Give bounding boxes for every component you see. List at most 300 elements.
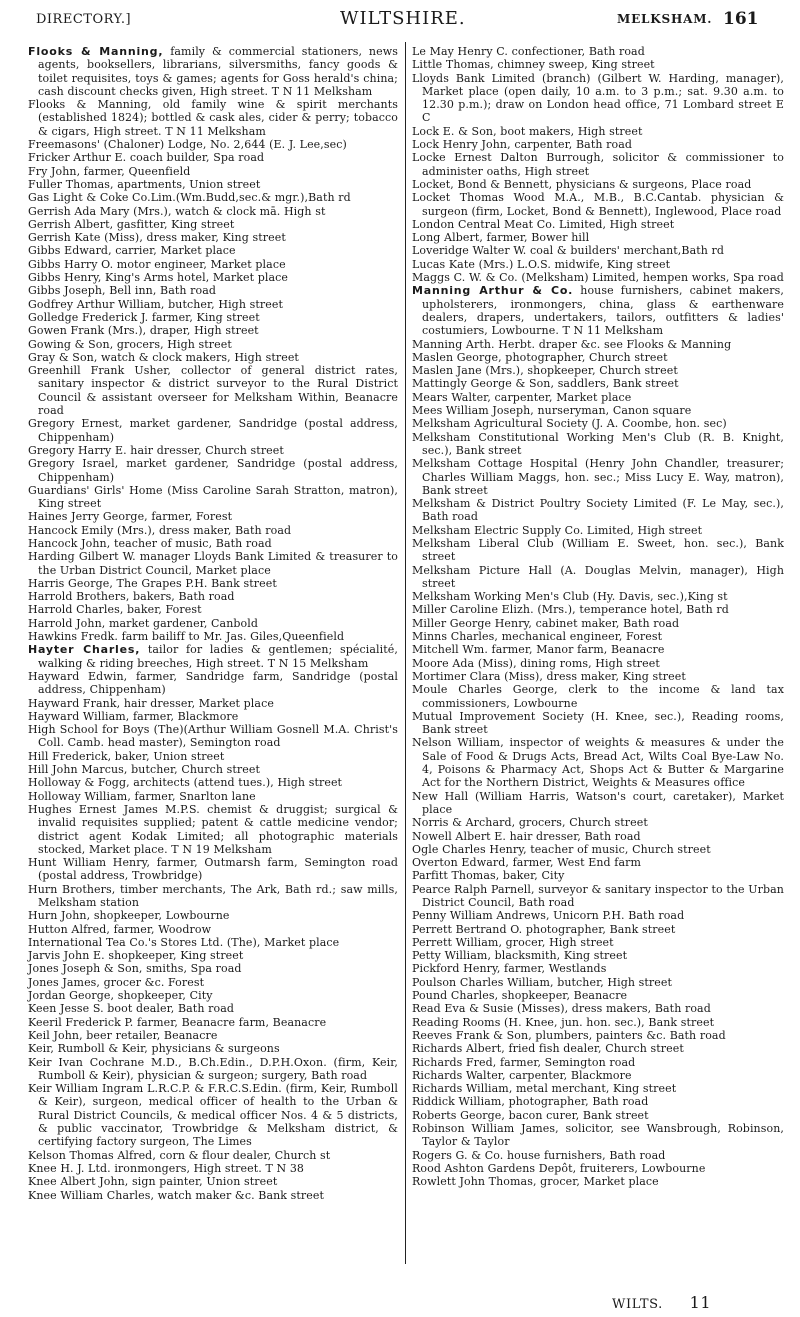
entry-details: carpenter, Blackmore	[505, 1068, 632, 1082]
directory-entry	[28, 364, 398, 417]
entry-details: farmer, Queenfield	[80, 164, 191, 178]
directory-entry	[28, 1029, 398, 1042]
directory-entry	[28, 750, 398, 763]
directory-entry	[28, 457, 398, 484]
entry-name: Hayward Frank,	[28, 696, 121, 710]
entry-name: Melksham & District Poultry Society Limited	[412, 497, 677, 511]
entry-name: Melksham Cottage Hospital	[412, 457, 578, 471]
entry-name: Fricker Arthur E.	[28, 151, 127, 165]
entry-details: (William Harris, Watson's court, caretaker), Market place	[422, 789, 784, 816]
directory-entry	[28, 1149, 398, 1162]
entry-name: Hill John Marcus,	[28, 763, 128, 777]
entry-name: Long Albert,	[412, 231, 483, 245]
directory-entry	[412, 1095, 784, 1108]
entry-name: High School for Boys	[28, 723, 150, 737]
entry-details: watch & clock makers, High street	[97, 350, 299, 364]
entry-details: physicians & surgeons	[147, 1042, 280, 1056]
entry-name: Hayter Charles,	[28, 643, 141, 657]
directory-entry	[412, 1056, 784, 1069]
entry-name: Knee H. J. Ltd.	[28, 1161, 111, 1175]
entry-details: (branch) (Gilbert W. Harding, manager), Market place (open daily, 10 a.m. to 3 p.m.; sat. 9.30 a.m. to 12.30 p.m.); draw on London head office, 71 Lombard street E C	[422, 71, 784, 125]
entry-name: Melksham Liberal Club	[412, 536, 554, 550]
directory-entry	[412, 1175, 784, 1188]
entry-name: Pickford Henry,	[412, 962, 501, 976]
directory-column-left	[28, 45, 398, 1202]
entry-details: photographer, Bank street	[522, 922, 676, 936]
entry-details: teacher of music, Bath road	[110, 536, 272, 550]
directory-entry	[28, 98, 398, 138]
entry-details: timber merchants, The Ark, Bath rd.; saw mills, Melksham station	[38, 882, 398, 909]
entry-name: Reading Rooms	[412, 1015, 501, 1029]
directory-entry	[28, 856, 398, 883]
entry-name: Maslen George,	[412, 350, 502, 364]
directory-entry	[412, 1029, 784, 1042]
entry-name: Manning Arth. Herbt.	[412, 337, 536, 351]
entry-name: Knee Albert John,	[28, 1175, 129, 1189]
entry-details: hair dresser, Market place	[120, 696, 274, 710]
directory-entry	[28, 577, 398, 590]
directory-entry	[412, 72, 784, 125]
entry-name: Le May Henry C.	[412, 45, 509, 58]
entry-name: Guardians' Girls' Home	[28, 483, 163, 497]
entry-name: Gibbs Henry,	[28, 271, 102, 285]
entry-name: Hutton Alfred,	[28, 922, 110, 936]
directory-entry	[28, 949, 398, 962]
entry-details: (Hy. Davis, sec.),King st	[589, 590, 728, 604]
entry-name: Penny William Andrews,	[412, 909, 550, 923]
directory-entry	[28, 909, 398, 922]
entry-details: farmer, Sandridge farm, Sandridge (postal address, Chippenham)	[38, 669, 398, 697]
directory-entry	[412, 617, 784, 630]
entry-name: Gibbs Harry O.	[28, 257, 114, 271]
entry-details: boot dealer, Bath road	[103, 1002, 234, 1016]
entry-name: Loveridge Walter W.	[412, 244, 527, 258]
entry-details: (Miss Caroline Sarah Stratton, matron), King street	[38, 483, 398, 511]
entry-details: cabinet maker, Bath road	[532, 616, 680, 630]
entry-details: (Miss), dress maker, King street	[500, 669, 686, 683]
entry-name: Golledge Frederick J.	[28, 310, 149, 324]
entry-name: Harrold Brothers,	[28, 590, 130, 604]
entry-name: Miller Caroline Elizh.	[412, 603, 534, 617]
entry-name: Hancock Emily	[28, 523, 114, 537]
directory-entry	[412, 790, 784, 817]
directory-entry	[28, 1162, 398, 1175]
directory-entry	[28, 617, 398, 630]
entry-name: Godfrey Arthur William,	[28, 297, 165, 311]
directory-entry	[28, 537, 398, 550]
county-title: WILTSHIRE.	[340, 8, 466, 29]
directory-entry	[412, 1109, 784, 1122]
entry-name: Perrett William,	[412, 935, 503, 949]
entry-name: Jordan George,	[28, 989, 115, 1003]
directory-entry	[412, 710, 784, 737]
entry-details: (The)(Arthur William Gosnell M.A. Christ's Coll. Camb. head master), Semington road	[38, 723, 398, 750]
entry-details: fruiterers, Lowbourne	[576, 1161, 706, 1175]
directory-entry	[28, 218, 398, 231]
entry-details: farmer, Westlands	[500, 962, 607, 976]
directory-entry	[412, 816, 784, 829]
entry-details: (A. Douglas Melvin, manager), High street	[422, 563, 785, 590]
entry-details: (H. Knee, jun. hon. sec.), Bank street	[500, 1015, 715, 1029]
entry-name: Riddick William,	[412, 1095, 505, 1109]
entry-name: Gerrish Albert,	[28, 217, 114, 231]
entry-details: mechanical engineer, Forest	[497, 630, 663, 644]
entry-name: Lloyds Bank Limited	[412, 71, 536, 85]
directory-entry	[28, 936, 398, 949]
directory-entry	[412, 377, 784, 390]
entry-details: L.R.C.P. & F.R.C.S.Edin. (firm, Keir, Rumboll & Keir), surgeon, medical officer of health to the Urban & Rural District Councils, & medical officer Nos. 4 & 5 districts, & public vaccinator, Trowbridge & Melksham district, & certifying factory surgeon, The Limes	[38, 1082, 398, 1149]
entry-details: coach builder, Spa road	[126, 151, 265, 165]
entry-name: Melksham Agricultural Society	[412, 417, 588, 431]
entry-name: Fry John,	[28, 164, 81, 178]
entry-name: Hayward William,	[28, 709, 130, 723]
directory-entry	[28, 298, 398, 311]
entry-details: (Chaloner) Lodge, No. 2,644 (E. J. Lee,sec)	[100, 138, 347, 152]
entry-name: Hurn John,	[28, 909, 91, 923]
entry-details: sign painter, Union street	[128, 1175, 278, 1189]
entry-name: Petty William,	[412, 949, 492, 963]
entry-details: farmer, Blackmore	[129, 709, 239, 723]
entry-details: motor engineer, Market place	[113, 257, 286, 271]
directory-entry	[28, 803, 398, 856]
entry-name: Maslen Jane	[412, 364, 482, 378]
entry-details: inspector of weights & measures & under the Sale of Food & Drugs Acts, Bread Act, Wilts Coal Bye-Law No. 4, Poisons & Pharmacy Act, Shops Act & Butter & Margarine Act for the Northern District, Weights & Measures office	[422, 736, 785, 790]
entry-details: (Miss), dress maker, King street	[100, 231, 286, 245]
directory-entry	[28, 630, 398, 643]
directory-entry	[412, 564, 784, 591]
entry-details: watch maker &c. Bank street	[154, 1188, 325, 1202]
directory-entry	[28, 603, 398, 616]
entry-name: Flooks & Manning,	[28, 45, 164, 58]
entry-details: Bell inn, Bath road	[105, 284, 217, 298]
entry-name: Mutual Improvement Society	[412, 709, 584, 723]
entry-details: farmer, Woodrow	[109, 922, 212, 936]
entry-details: carpenter, Bath road	[510, 138, 633, 152]
directory-entry	[28, 1002, 398, 1015]
entry-name: Harris George,	[28, 576, 113, 590]
entry-name: Melksham Working Men's Club	[412, 590, 590, 604]
directory-entry	[412, 736, 784, 789]
directory-entry	[28, 923, 398, 936]
entry-name: Melksham Picture Hall	[412, 563, 552, 577]
directory-entry	[412, 258, 784, 271]
entry-name: Gregory Israel,	[28, 457, 119, 471]
entry-details: corn & flour dealer, Church st	[155, 1148, 331, 1162]
entry-name: Jarvis John E.	[28, 949, 105, 963]
entry-details: market gardener, Sandridge (postal address, Chippenham)	[38, 417, 398, 444]
entry-details: (Mrs.), draper, High street	[104, 324, 259, 338]
directory-entry	[28, 205, 398, 218]
entry-details: farmer, West End farm	[508, 856, 641, 870]
entry-details: surveyor & sanitary inspector to the Urban District Council, Bath road	[422, 882, 784, 909]
entry-details: physicians & surgeons, Place road	[552, 177, 752, 191]
entry-name: Rowlett John Thomas,	[412, 1175, 537, 1189]
entry-details: farmer, Outmarsh farm, Semington road (postal address, Trowbridge)	[38, 856, 398, 883]
entry-name: Gibbs Joseph,	[28, 284, 106, 298]
entry-details: carrier, Market place	[111, 244, 236, 258]
entry-details: bakers, Bath road	[129, 590, 235, 604]
entry-name: Roberts George,	[412, 1108, 506, 1122]
directory-entry	[412, 284, 784, 337]
directory-entry	[28, 284, 398, 297]
entry-details: (Mrs.), watch & clock mā. High st	[129, 204, 326, 218]
entry-details: (Mrs.), shopkeeper, Church street	[481, 364, 678, 378]
entry-name: Poulson Charles William,	[412, 975, 554, 989]
entry-name: Pound Charles,	[412, 989, 499, 1003]
entry-name: Harrold John,	[28, 616, 106, 630]
entry-details: smiths, Spa road	[142, 962, 242, 976]
entry-details: farmer, Manor farm, Beanacre	[487, 643, 665, 657]
entry-details: (William E. Sweet, hon. sec.), Bank street	[422, 536, 784, 564]
entry-details: beer retailer, Beanacre	[82, 1028, 218, 1042]
directory-entry	[28, 697, 398, 710]
directory-entry	[412, 338, 784, 351]
directory-entry	[412, 404, 784, 417]
directory-entry	[412, 457, 784, 497]
directory-entry	[412, 683, 784, 710]
entry-details: farmer, Bower hill	[482, 231, 590, 245]
directory-entry	[412, 989, 784, 1002]
directory-column-right	[412, 45, 784, 1189]
entry-name: Hancock John,	[28, 536, 111, 550]
entry-name: Maggs C. W. & Co.	[412, 271, 518, 285]
place-title: MELKSHAM.	[617, 12, 713, 26]
entry-details: (F. Le May, sec.), Bath road	[422, 497, 784, 524]
directory-entry	[412, 1042, 784, 1055]
entry-details: Unicorn P.H. Bath road	[549, 909, 685, 923]
directory-entry	[28, 643, 398, 670]
entry-name: New Hall	[412, 789, 469, 803]
directory-entry	[412, 138, 784, 151]
directory-entry	[412, 1069, 784, 1082]
directory-entry	[412, 643, 784, 656]
entry-details: manager Lloyds Bank Limited & treasurer to the Urban District Council, Market place	[38, 550, 398, 577]
entry-details: nurseryman, Canon square	[533, 404, 692, 418]
entry-details: photographer, Church street	[501, 350, 668, 364]
entry-name: Melksham Constitutional Working Men's Club	[412, 430, 691, 444]
entry-details: coal & builders' merchant,Bath rd	[526, 244, 725, 258]
entry-name: Flooks & Manning,	[28, 98, 152, 112]
entry-name: Lock E. & Son,	[412, 124, 497, 138]
entry-name: Overton Edward,	[412, 856, 509, 870]
entry-name: Locket, Bond & Bennett,	[412, 177, 553, 191]
entry-name: Mees William Joseph,	[412, 404, 534, 418]
entry-details: ironmongers, High street. T N 38	[110, 1161, 305, 1175]
entry-details: collector of general district rates, sanitary inspector & district surveyor to the Rural District Council & assistant overseer for Melksham Within, Beanacre road	[38, 364, 398, 418]
entry-name: Gas Light & Coke Co.Lim.	[28, 191, 176, 205]
entry-name: Jones James,	[28, 975, 101, 989]
column-divider	[405, 42, 406, 1264]
directory-entry	[28, 244, 398, 257]
directory-entry	[412, 417, 784, 430]
entry-name: Lucas Kate	[412, 257, 475, 271]
entry-name: Minns Charles,	[412, 630, 498, 644]
directory-entry	[412, 657, 784, 670]
entry-name: Jones Joseph & Son,	[28, 962, 143, 976]
entry-details: market gardener, Sandridge (postal address, Chippenham)	[38, 457, 398, 484]
entry-name: International Tea Co.'s Stores Ltd.	[28, 935, 224, 949]
directory-entry	[28, 776, 398, 789]
entry-details: fried fish dealer, Church street	[504, 1042, 684, 1056]
directory-entry	[28, 484, 398, 511]
entry-name: Locket Thomas Wood	[412, 191, 545, 205]
entry-name: Keil John,	[28, 1028, 83, 1042]
entry-details: grocer, High street	[502, 935, 614, 949]
entry-details: chemist & druggist; surgical & invalid requisites supplied; patent & cattle medicine vendor; district agent Kodak Limited; all photographic materials stocked, Market place. T N 19 Melksham	[38, 802, 398, 856]
entry-details: draper &c. see Flooks & Manning	[535, 337, 732, 351]
entry-name: Greenhill Frank Usher,	[28, 364, 172, 378]
entry-details: (Miss), dining roms, High street	[474, 656, 660, 670]
directory-entry	[412, 351, 784, 364]
directory-entry	[412, 830, 784, 843]
entry-name: Robinson William James,	[412, 1122, 559, 1136]
entry-details: farmer, Beanacre farm, Beanacre	[133, 1015, 327, 1029]
entry-name: Keen Jesse S.	[28, 1002, 104, 1016]
entry-name: Gowen Frank	[28, 324, 105, 338]
directory-entry	[412, 1122, 784, 1149]
entry-name: Keir Ivan Cochrane	[28, 1055, 145, 1069]
entry-details: baker, Union street	[111, 749, 225, 763]
entry-details: farmer, Forest	[147, 510, 233, 524]
entry-details: grocer, Market place	[536, 1175, 659, 1189]
entry-details: Limited, High street	[583, 523, 703, 537]
directory-entry	[28, 670, 398, 697]
entry-name: Kelson Thomas Alfred,	[28, 1148, 156, 1162]
directory-entry	[412, 45, 784, 58]
entry-details: shopkeeper, King street	[104, 949, 244, 963]
entry-name: Miller George Henry,	[412, 616, 533, 630]
entry-name: Gregory Harry E.	[28, 443, 127, 457]
entry-details: M.A., M.B., B.C.Cantab. physician & surgeon (firm, Locket, Bond & Bennett), Inglewood, Place road	[422, 191, 784, 218]
entry-details: market gardener, Canbold	[105, 616, 259, 630]
entry-details: old family wine & spirit merchants (established 1824); bottled & cask ales, cider & perry; tobacco & cigars, High street. T N 11 Melksham	[38, 98, 398, 138]
entry-name: Mortimer Clara	[412, 669, 501, 683]
entry-details: (Mrs.), dress maker, Bath road	[113, 523, 292, 537]
entry-name: Hunt William Henry,	[28, 856, 151, 870]
directory-entry	[412, 962, 784, 975]
entry-name: London Central Meat Co.	[412, 217, 556, 231]
entry-name: Little Thomas,	[412, 58, 494, 72]
entry-name: Pearce Ralph Parnell,	[412, 882, 535, 896]
entry-name: Mattingly George & Son,	[412, 377, 555, 391]
directory-entry	[412, 630, 784, 643]
entry-details: farmer, Snarlton lane	[130, 789, 256, 803]
entry-details: chimney sweep, King street	[493, 58, 655, 72]
directory-entry	[28, 417, 398, 444]
directory-entry	[28, 710, 398, 723]
entry-details: butcher, High street	[164, 297, 283, 311]
directory-entry	[412, 271, 784, 284]
directory-entry	[28, 790, 398, 803]
entry-name: Gray & Son,	[28, 350, 98, 364]
directory-entry	[28, 138, 398, 151]
entry-details: (Misses), dress makers, Bath road	[513, 1002, 711, 1016]
entry-name: Keir William Ingram	[28, 1082, 144, 1096]
directory-entry	[28, 191, 398, 204]
directory-entry	[412, 949, 784, 962]
directory-entry	[28, 1016, 398, 1029]
directory-entry	[28, 165, 398, 178]
directory-entry	[28, 550, 398, 577]
directory-entry	[28, 883, 398, 910]
directory-entry	[412, 590, 784, 603]
directory-entry	[28, 976, 398, 989]
directory-entry	[412, 1149, 784, 1162]
directory-entry	[412, 869, 784, 882]
directory-entry	[412, 976, 784, 989]
entry-name: Ogle Charles Henry,	[412, 842, 527, 856]
entry-details: grocer &c. Forest	[100, 975, 205, 989]
entry-details: Limited, High street	[555, 217, 675, 231]
directory-entry	[412, 125, 784, 138]
entry-details: solicitor & commissioner to administer oaths, High street	[422, 151, 784, 178]
directory-entry	[412, 364, 784, 377]
entry-details: clerk to the income & land tax commissioners, Lowbourne	[422, 683, 785, 710]
directory-entry	[412, 537, 784, 564]
directory-entry	[412, 231, 784, 244]
entry-name: Gregory Ernest,	[28, 417, 123, 431]
directory-entry	[412, 151, 784, 178]
footer-county: WILTS.	[612, 1297, 663, 1312]
entry-details: baker, City	[499, 869, 565, 883]
directory-entry	[28, 723, 398, 750]
entry-name: Holloway & Fogg,	[28, 776, 130, 790]
entry-name: Mitchell Wm.	[412, 643, 488, 657]
entry-details: saddlers, Bank street	[554, 377, 679, 391]
directory-entry	[412, 603, 784, 616]
entry-name: Reeves Frank & Son,	[412, 1028, 532, 1042]
entry-name: Harrold Charles,	[28, 603, 124, 617]
directory-entry	[28, 590, 398, 603]
entry-details: farmer, Semington road	[496, 1055, 636, 1069]
entry-name: Hawkins Fredk.	[28, 630, 118, 644]
entry-details: metal merchant, King street	[512, 1082, 677, 1096]
entry-details: (R. B. Knight, sec.), Bank street	[422, 430, 784, 457]
directory-entry	[412, 936, 784, 949]
directory-entry	[412, 244, 784, 257]
directory-entry	[28, 271, 398, 284]
entry-name: Hayward Edwin,	[28, 669, 128, 683]
entry-name: Gerrish Ada Mary	[28, 204, 130, 218]
entry-details: butcher, High street	[553, 975, 673, 989]
entry-name: Richards William,	[412, 1082, 513, 1096]
entry-details: house furnishers, Bath road	[503, 1148, 666, 1162]
entry-details: (Mrs.) L.O.S. midwife, King street	[474, 257, 671, 271]
entry-details: grocers, Church street	[515, 816, 648, 830]
directory-entry	[412, 524, 784, 537]
entry-details: solicitor, see Wansbrough, Robinson, Taylor & Taylor	[422, 1122, 784, 1149]
directory-entry	[412, 58, 784, 71]
entry-details: hair dresser, Church street	[126, 443, 284, 457]
page-number: 161	[723, 9, 759, 29]
directory-entry	[28, 45, 398, 98]
directory-entry	[28, 1175, 398, 1188]
entry-details: grocers, High street	[113, 337, 232, 351]
entry-details: (J. A. Coombe, hon. sec)	[587, 417, 727, 431]
entry-name: Hurn Brothers,	[28, 882, 116, 896]
entry-name: Keir, Rumboll & Keir,	[28, 1042, 148, 1056]
entry-name: Knee William Charles,	[28, 1188, 155, 1202]
entry-name: Parfitt Thomas,	[412, 869, 500, 883]
entry-name: Perrett Bertrand O.	[412, 922, 523, 936]
entry-details: blacksmith, King street	[491, 949, 628, 963]
entry-details: farmer, King street	[148, 310, 260, 324]
entry-details: shopkeeper, Lowbourne	[90, 909, 230, 923]
entry-name: Richards Albert,	[412, 1042, 505, 1056]
directory-entry	[412, 1082, 784, 1095]
entry-name: Haines Jerry George,	[28, 510, 148, 524]
directory-entry	[412, 497, 784, 524]
